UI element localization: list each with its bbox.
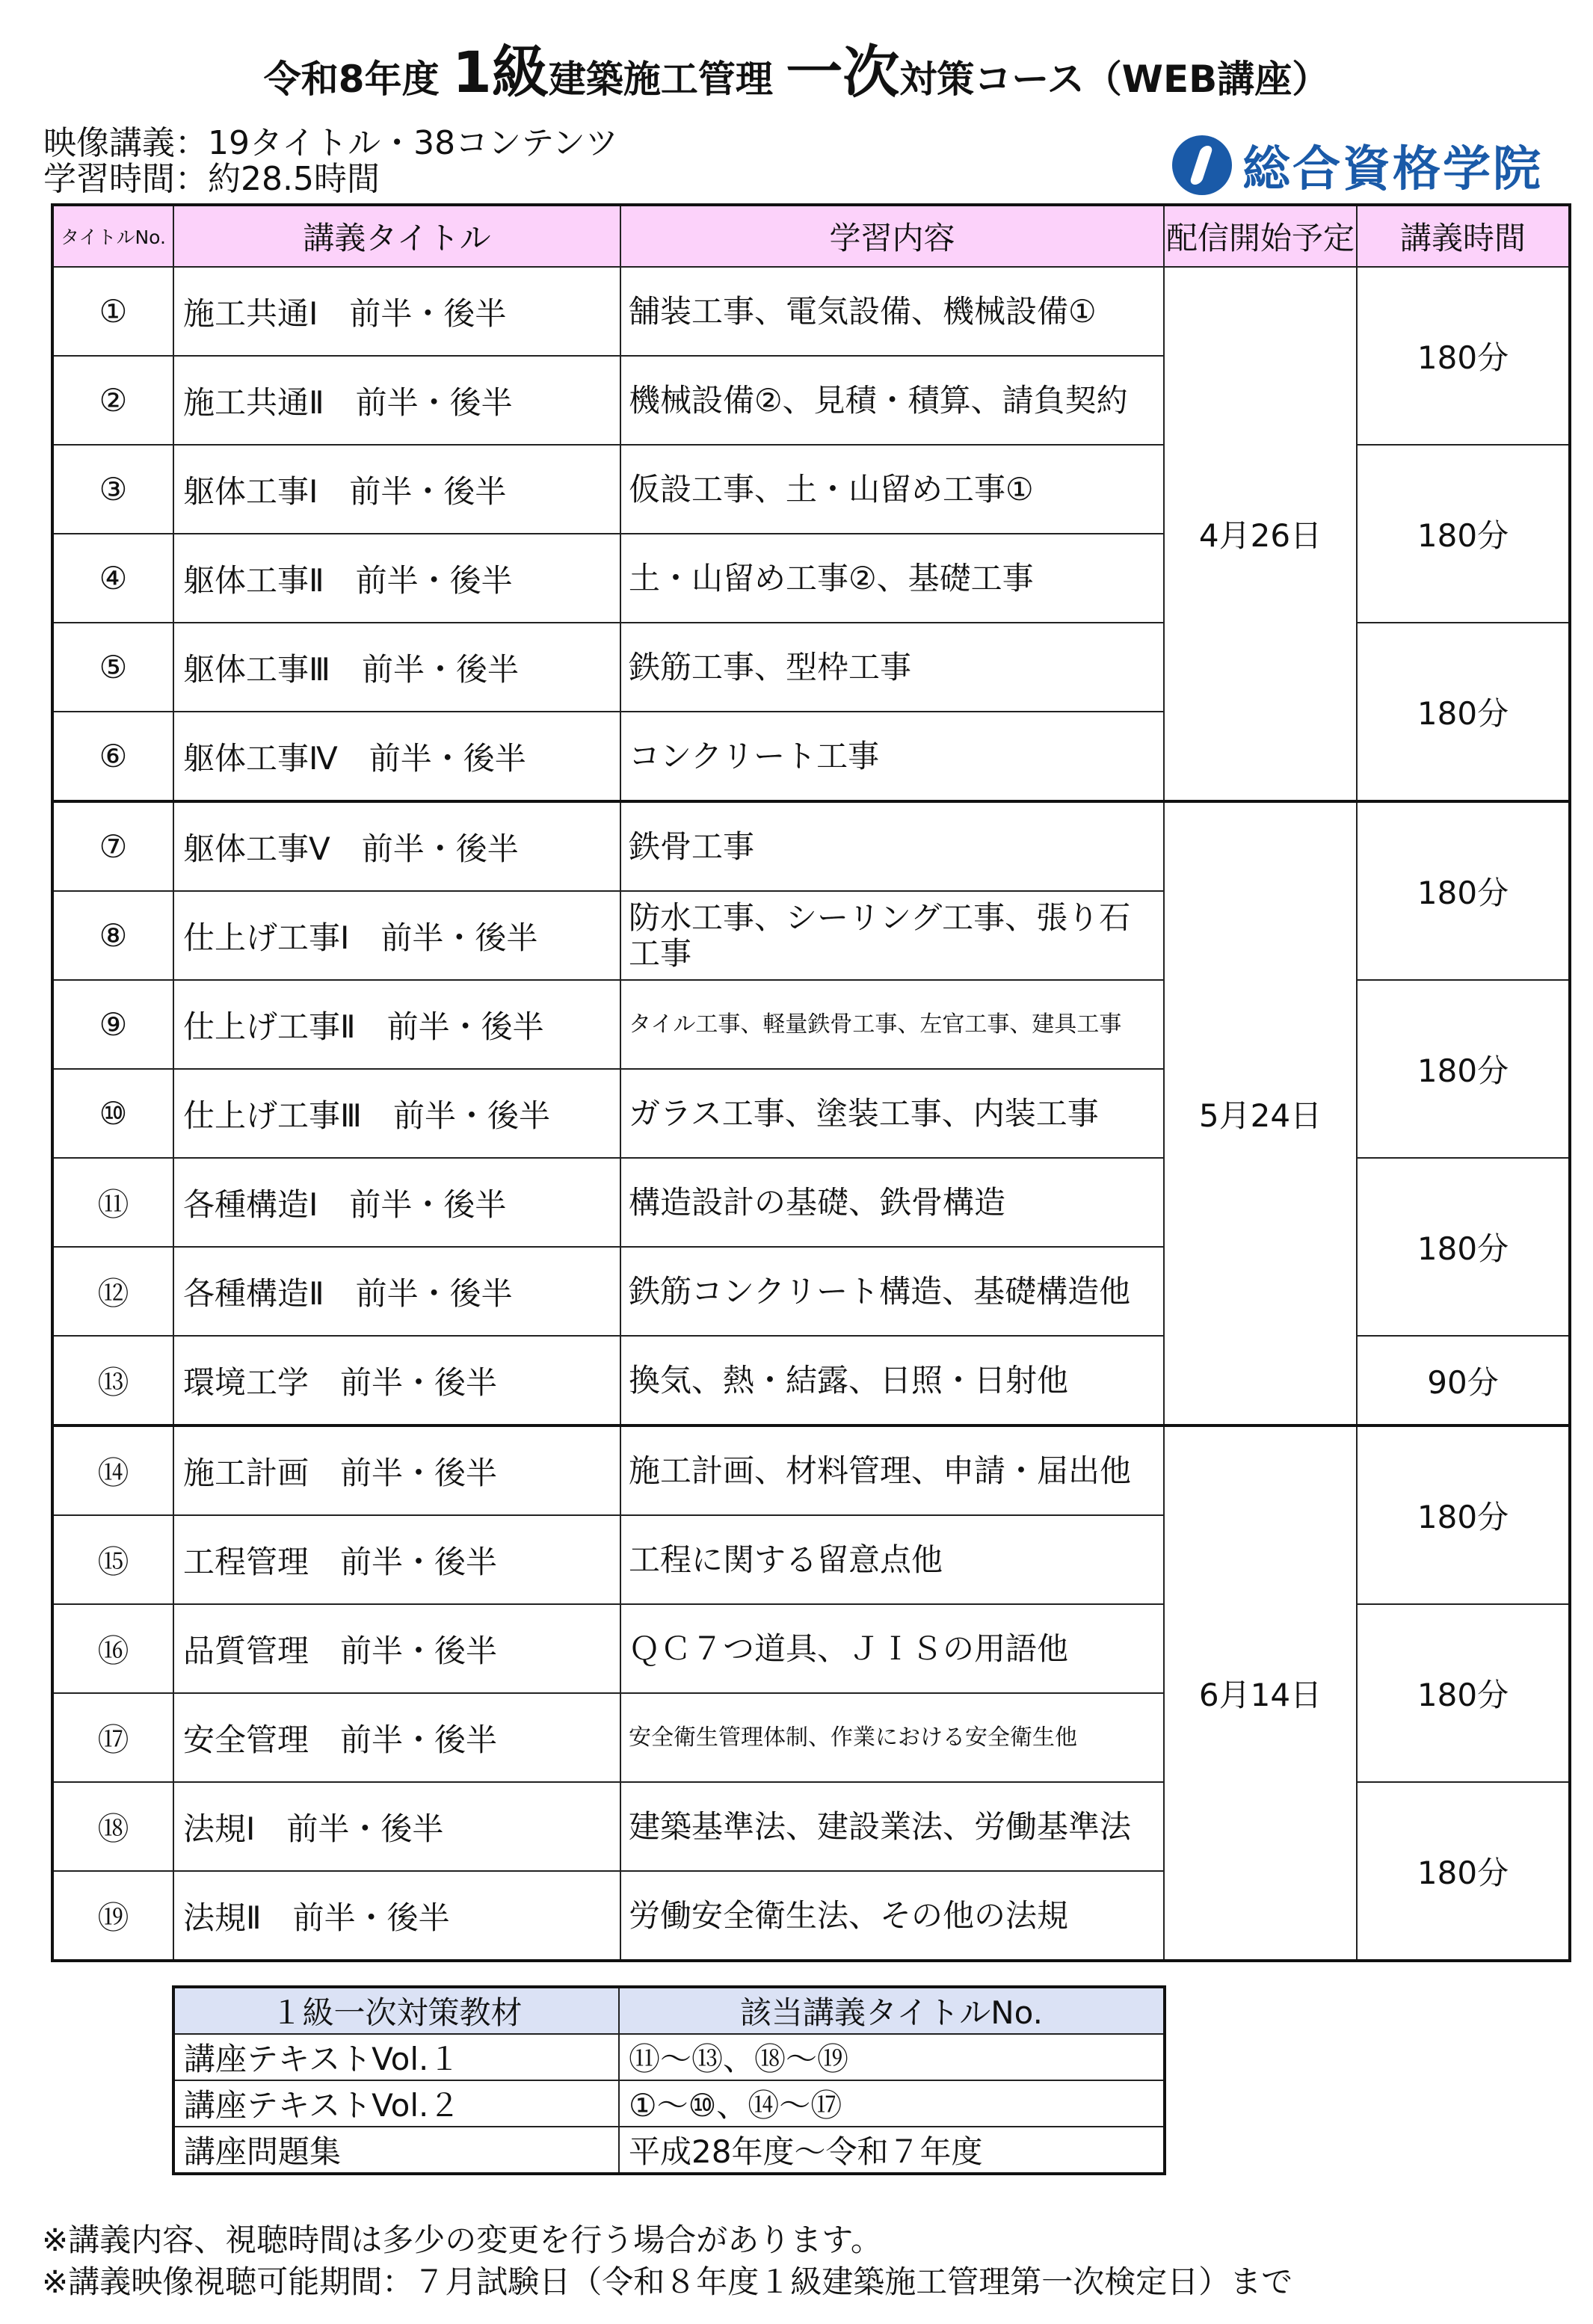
duration: 180分: [1357, 801, 1570, 980]
duration: 180分: [1357, 1158, 1570, 1336]
table-header-row: [52, 205, 1570, 267]
lecture-content: 工程に関する留意点他: [620, 1515, 1164, 1604]
lecture-title: 安全管理 前半・後半: [173, 1693, 620, 1782]
title-no: ⑫: [52, 1247, 173, 1336]
related-titles: ⑪～⑬、⑱～⑲: [619, 2034, 1165, 2080]
brand-logo: [1172, 132, 1543, 199]
title-no: ⑲: [52, 1871, 173, 1961]
title-no: ⑰: [52, 1693, 173, 1782]
title-no: ⑭: [52, 1425, 173, 1515]
title-middle: 建築施工管理: [548, 58, 786, 101]
lecture-count: 映像講義：19タイトル・38コンテンツ: [43, 124, 618, 162]
duration: 180分: [1357, 1604, 1570, 1782]
note-content-change: ※講義内容、視聴時間は多少の変更を行う場合があります。: [42, 2222, 882, 2258]
header-content: 学習内容: [620, 205, 1164, 267]
lecture-content: ガラス工事、塗装工事、内装工事: [620, 1069, 1164, 1158]
lecture-title: 施工共通Ⅱ 前半・後半: [173, 356, 620, 445]
page-title: [0, 39, 1593, 113]
table-row: [52, 801, 1570, 891]
lecture-title: 工程管理 前半・後半: [173, 1515, 620, 1604]
title-no: ①: [52, 267, 173, 356]
duration: 90分: [1357, 1336, 1570, 1425]
lecture-title: 品質管理 前半・後半: [173, 1604, 620, 1693]
title-no: ⑮: [52, 1515, 173, 1604]
lecture-title: 躯体工事Ⅴ 前半・後半: [173, 801, 620, 891]
title-suffix: 対策コース（WEB講座）: [899, 58, 1330, 101]
title-no: ⑬: [52, 1336, 173, 1425]
table-row: [52, 267, 1570, 356]
lecture-title: 施工共通Ⅰ 前半・後半: [173, 267, 620, 356]
lecture-content: 鉄骨工事: [620, 801, 1164, 891]
lecture-title: 仕上げ工事Ⅱ 前半・後半: [173, 980, 620, 1069]
lecture-title: 施工計画 前半・後半: [173, 1425, 620, 1515]
lecture-content: タイル工事、軽量鉄骨工事、左官工事、建具工事: [620, 980, 1164, 1069]
related-titles: 平成28年度～令和７年度: [619, 2127, 1165, 2174]
header-start-date: 配信開始予定: [1164, 205, 1357, 267]
brand-name: 総合資格学院: [1242, 142, 1543, 197]
lecture-content: ＱＣ７つ道具、ＪＩＳの用語他: [620, 1604, 1164, 1693]
table-row: [173, 2080, 1165, 2127]
title-no: ②: [52, 356, 173, 445]
lecture-title: 躯体工事Ⅳ 前半・後半: [173, 712, 620, 801]
title-no: ⑥: [52, 712, 173, 801]
lecture-title: 法規Ⅱ 前半・後半: [173, 1871, 620, 1961]
start-date: 5月24日: [1164, 801, 1357, 1425]
header-duration: 講義時間: [1357, 205, 1570, 267]
note-viewing-period: ※講義映像視聴可能期間：７月試験日（令和８年度１級建築施工管理第一次検定日）まで: [42, 2263, 1293, 2300]
lecture-content: 舗装工事、電気設備、機械設備①: [620, 267, 1164, 356]
lecture-content: 労働安全衛生法、その他の法規: [620, 1871, 1164, 1961]
header-related-titles: 該当講義タイトルNo.: [619, 1987, 1165, 2034]
title-no: ⑨: [52, 980, 173, 1069]
table-row: [52, 1425, 1570, 1515]
lecture-content: 構造設計の基礎、鉄骨構造: [620, 1158, 1164, 1247]
lecture-content: 土・山留め工事②、基礎工事: [620, 534, 1164, 623]
lecture-title: 躯体工事Ⅲ 前半・後半: [173, 623, 620, 712]
lecture-schedule-table: [51, 203, 1571, 1962]
materials-table: [172, 1985, 1166, 2175]
title-no: ④: [52, 534, 173, 623]
title-no: ⑩: [52, 1069, 173, 1158]
lecture-content: 鉄筋工事、型枠工事: [620, 623, 1164, 712]
title-grade: 1級: [452, 39, 549, 105]
title-no: ⑱: [52, 1782, 173, 1871]
title-no: ⑪: [52, 1158, 173, 1247]
lecture-title: 各種構造Ⅰ 前半・後半: [173, 1158, 620, 1247]
title-no: ⑦: [52, 801, 173, 891]
title-exam: 一次: [786, 39, 900, 105]
header-material: １級一次対策教材: [173, 1987, 619, 2034]
lecture-title: 各種構造Ⅱ 前半・後半: [173, 1247, 620, 1336]
duration: 180分: [1357, 267, 1570, 445]
lecture-title: 環境工学 前半・後半: [173, 1336, 620, 1425]
duration: 180分: [1357, 1782, 1570, 1961]
title-no: ⑧: [52, 891, 173, 980]
header-title-no: タイトルNo.: [52, 205, 173, 267]
lecture-content: コンクリート工事: [620, 712, 1164, 801]
lecture-title: 仕上げ工事Ⅲ 前半・後半: [173, 1069, 620, 1158]
lecture-content: 機械設備②、見積・積算、請負契約: [620, 356, 1164, 445]
materials-header-row: [173, 1987, 1165, 2034]
lecture-content: 鉄筋コンクリート構造、基礎構造他: [620, 1247, 1164, 1336]
lecture-content: 換気、熱・結露、日照・日射他: [620, 1336, 1164, 1425]
brand-mark-icon: [1172, 135, 1232, 195]
material-name: 講座テキストVol.２: [173, 2080, 619, 2127]
course-summary: [43, 126, 618, 197]
duration: 180分: [1357, 445, 1570, 623]
title-no: ⑯: [52, 1604, 173, 1693]
lecture-content: 安全衛生管理体制、作業における安全衛生他: [620, 1693, 1164, 1782]
lecture-title: 躯体工事Ⅰ 前半・後半: [173, 445, 620, 534]
lecture-title: 仕上げ工事Ⅰ 前半・後半: [173, 891, 620, 980]
lecture-content: 仮設工事、土・山留め工事①: [620, 445, 1164, 534]
lecture-title: 法規Ⅰ 前半・後半: [173, 1782, 620, 1871]
table-row: [173, 2034, 1165, 2080]
lecture-content: 防水工事、シーリング工事、張り石工事: [620, 891, 1164, 980]
material-name: 講座問題集: [173, 2127, 619, 2174]
duration: 180分: [1357, 1425, 1570, 1604]
title-no: ⑤: [52, 623, 173, 712]
study-hours: 学習時間：約28.5時間: [43, 160, 380, 198]
start-date: 4月26日: [1164, 267, 1357, 801]
lecture-title: 躯体工事Ⅱ 前半・後半: [173, 534, 620, 623]
start-date: 6月14日: [1164, 1425, 1357, 1961]
duration: 180分: [1357, 980, 1570, 1158]
material-name: 講座テキストVol.１: [173, 2034, 619, 2080]
lecture-content: 建築基準法、建設業法、労働基準法: [620, 1782, 1164, 1871]
duration: 180分: [1357, 623, 1570, 801]
title-prefix: 令和8年度: [263, 58, 452, 101]
table-row: [173, 2127, 1165, 2174]
header-lecture-title: 講義タイトル: [173, 205, 620, 267]
lecture-content: 施工計画、材料管理、申請・届出他: [620, 1425, 1164, 1515]
related-titles: ①～⑩、⑭～⑰: [619, 2080, 1165, 2127]
title-no: ③: [52, 445, 173, 534]
